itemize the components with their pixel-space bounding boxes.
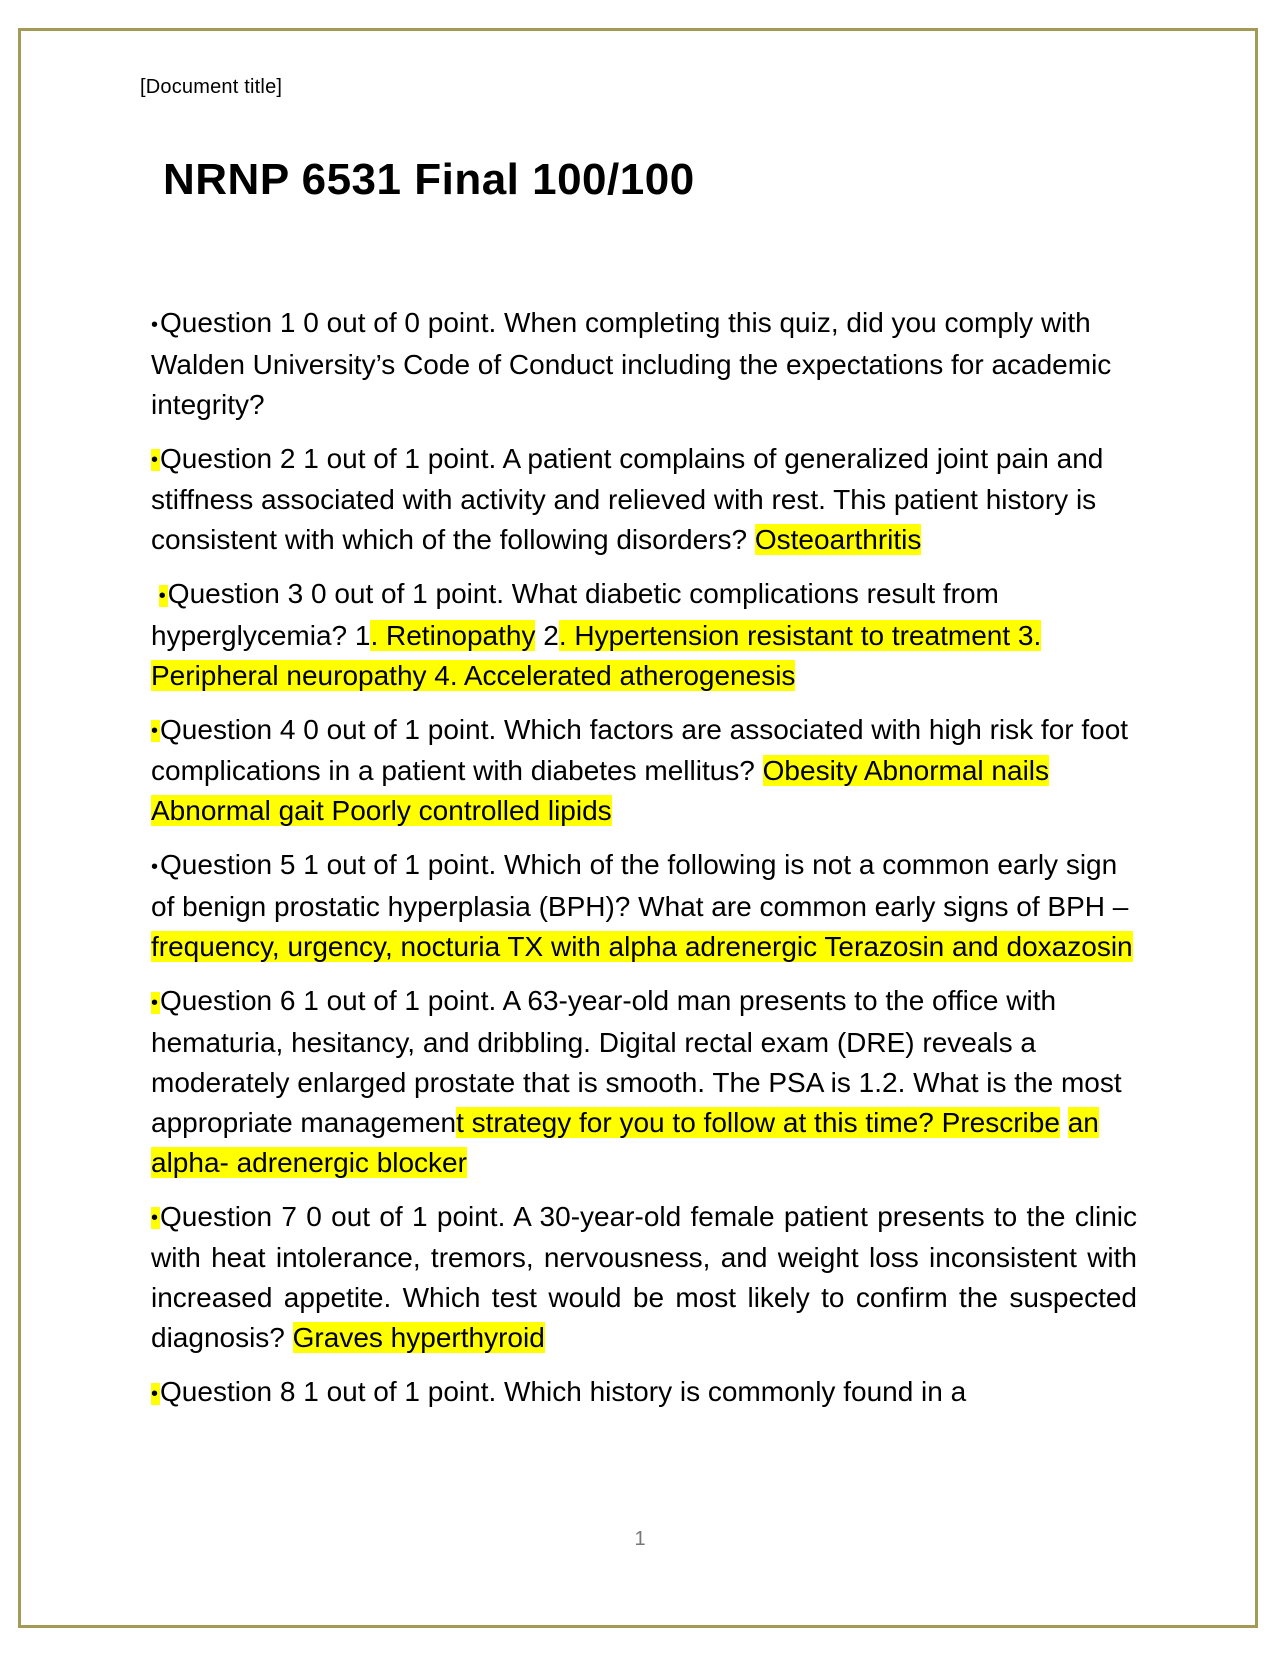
question-6-answer-part2: an alpha- adrenergic blocker — [151, 1106, 1099, 1178]
bullet-glyph: • — [151, 856, 159, 879]
bullet-glyph: • — [151, 991, 159, 1014]
question-5-answer: frequency, urgency, nocturia TX with alpha adrenergic Terazosin and doxazosin — [151, 931, 1133, 963]
question-8-text: Question 8 1 out of 1 point. Which history is commonly found in a — [160, 1376, 967, 1408]
question-3-answer-part1: . Retinopathy — [370, 619, 536, 651]
question-3 — [151, 574, 1137, 696]
question-4-text: Question 4 0 out of 1 point. Which factors are associated with high risk for foot complications in a patient with diabetes mellitus? — [151, 713, 1129, 787]
question-5-text: Question 5 1 out of 1 point. Which of the following is not a common early sign of benign prostatic hyperplasia (BPH)? What are common early signs of BPH – — [151, 849, 1129, 923]
bullet-glyph: • — [158, 584, 166, 607]
question-6-text: Question 6 1 out of 1 point. A 63-year-old man presents to the office with hematuria, hesitancy, and dribbling. Digital rectal exam (DRE) reveals a moderately enlarged prostate that is smooth. The PSA is 1.2. What is the most appropriate managemen — [151, 985, 1122, 1138]
question-6 — [151, 981, 1137, 1183]
question-2-answer: Osteoarthritis — [754, 524, 922, 556]
question-7-answer: Graves hyperthyroid — [292, 1322, 545, 1354]
question-1-text: Question 1 0 out of 0 point. When completing this quiz, did you comply with Walden University’s Code of Conduct including the expectations for academic integrity? — [151, 307, 1112, 420]
question-2-text: Question 2 1 out of 1 point. A patient complains of generalized joint pain and stiffness associated with activity and relieved with rest. This patient history is consistent with which of the following disorders? — [151, 442, 1104, 556]
document-heading: NRNP 6531 Final 100/100 — [163, 155, 695, 204]
question-5 — [151, 845, 1137, 967]
question-1 — [151, 303, 1137, 425]
question-3-text: Question 3 0 out of 1 point. What diabetic complications result from hyperglycemia? 1 — [151, 578, 999, 651]
question-6-answer-part1: t strategy for you to follow at this time? Prescribe — [456, 1106, 1060, 1138]
question-4-answer: Obesity Abnormal nails Abnormal gait Poorly controlled lipids — [151, 755, 1050, 827]
question-4 — [151, 710, 1137, 832]
question-7-text: Question 7 0 out of 1 point. A 30-year-old female patient presents to the clinic with heat intolerance, tremors, nervousness, and weight loss inconsistent with increased appetite. Which test would be most likely to confirm the suspected diagnosis? — [151, 1200, 1137, 1354]
bullet-glyph: • — [151, 449, 159, 472]
bullet-glyph: • — [151, 1207, 159, 1230]
document-title-placeholder: [Document title] — [140, 76, 283, 98]
page-number: 1 — [634, 1528, 646, 1550]
question-7 — [151, 1197, 1137, 1359]
question-3-number-2: 2 — [535, 619, 559, 651]
bullet-glyph: • — [151, 1382, 159, 1405]
question-8 — [151, 1372, 1137, 1414]
question-3-answer-part2: . Hypertension resistant to treatment 3. Peripheral neuropathy 4. Accelerated atherogenesis — [151, 619, 1042, 691]
bullet-glyph: • — [151, 313, 159, 336]
question-2 — [151, 439, 1137, 561]
bullet-glyph: • — [151, 720, 159, 743]
document-body — [151, 303, 1137, 1428]
